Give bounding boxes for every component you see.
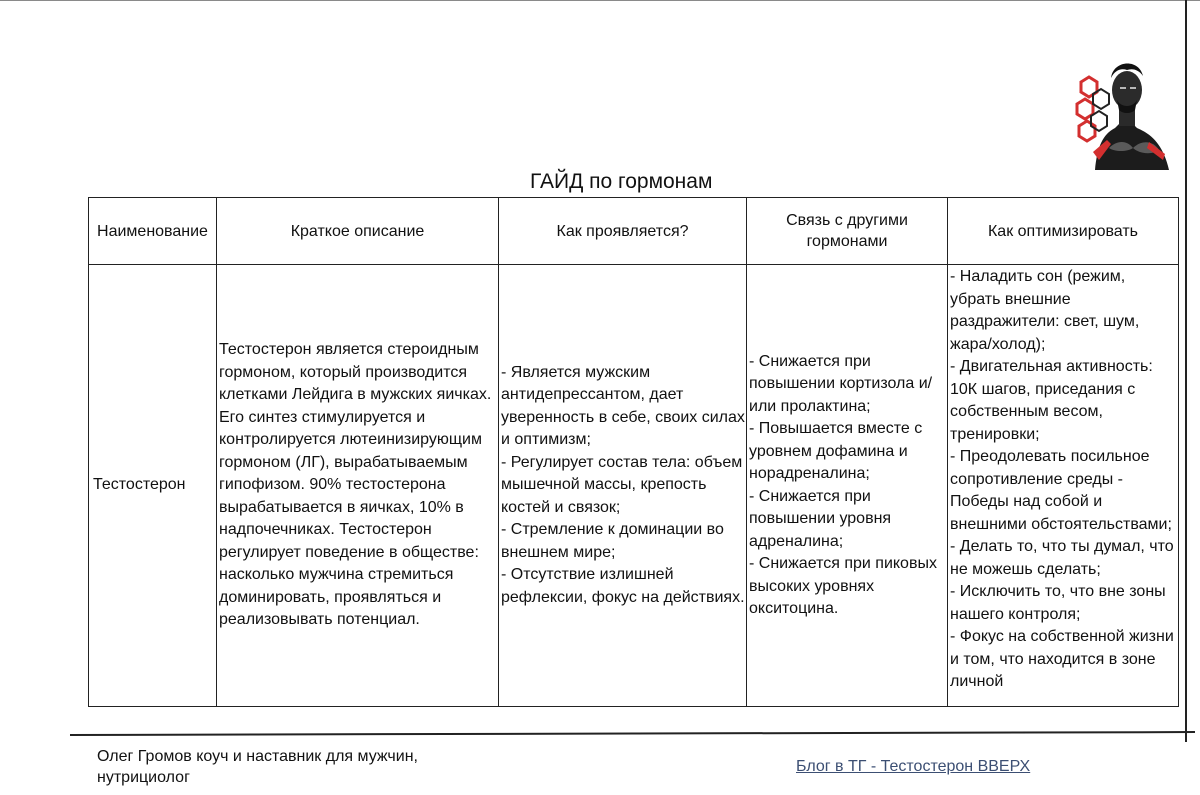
cell-optimization [948,265,1179,707]
cell-relations [747,265,948,707]
table-header-row [89,198,1179,265]
optimization-text: - Наладить сон (режим, убрать внешние раздражители: свет, шум, жара/холод); - Двигательная активность: 10К шагов, приседания с собственным весом, тренировки; - Преодолевать посильное сопротивление среды - Победы над собой и внешними обстоятельствами; - Делать то, что ты думал, что не можешь сделать; - Исключить то, что вне зоны нашего контроля; - Фокус на собственной жизни и том, что находится в зоне личной [950,268,1174,690]
cell-manifestation [499,265,747,707]
manifestation-text: - Является мужским антидепрессантом, дает уверенность в себе, своих силах и оптимизм; - Регулирует состав тела: объем мышечной массы, крепость костей и связок; - Стремление к доминации во внешнем мире; - Отсутствие излишней рефлексии, фокус на действиях. [501,363,745,606]
header-name: Наименование [89,198,217,265]
cell-hormone-name [89,265,217,707]
table-row [89,265,1179,707]
header-description: Краткое описание [217,198,499,265]
page-edge-right [1185,0,1187,742]
cell-description [217,265,499,707]
footer-author: Олег Громов коуч и наставник для мужчин, нутрициолог [97,748,418,786]
header-optimization: Как оптимизировать [948,198,1179,265]
header-manifestation: Как проявляется? [499,198,747,265]
page-edge-top [0,0,1200,1]
document-title: ГАЙД по гормонам [530,170,713,193]
description-text: Тестостерон является стероидным гормоном, который производится клетками Лейдига в мужских яичках. Его синтез стимулируется и контролируется лютеинизирующим гормоном (ЛГ), вырабатываемым гипофизом. 90% тестостерона вырабатывается в яичках, 10% в надпочечниках. Тестостерон регулирует поведение в обществе: насколько мужчина стремиться доминировать, проявляться и реализовывать потенциал. [219,341,492,629]
bodybuilder-hexagon-logo-icon [1073,52,1176,170]
hormone-guide-table [88,197,1179,707]
footer-divider [70,731,1195,736]
hormone-name: Тестостерон [93,476,186,494]
telegram-blog-link[interactable]: Блог в ТГ - Тестостерон ВВЕРХ [796,758,1031,775]
relations-text: - Снижается при повышении кортизола и/или пролактина; - Повышается вместе с уровнем дофамина и норадреналина; - Снижается при повышении уровня адреналина; - Снижается при пиковых высоких уровнях окситоцина. [749,352,937,617]
header-relations: Связь с другими гормонами [747,198,948,265]
